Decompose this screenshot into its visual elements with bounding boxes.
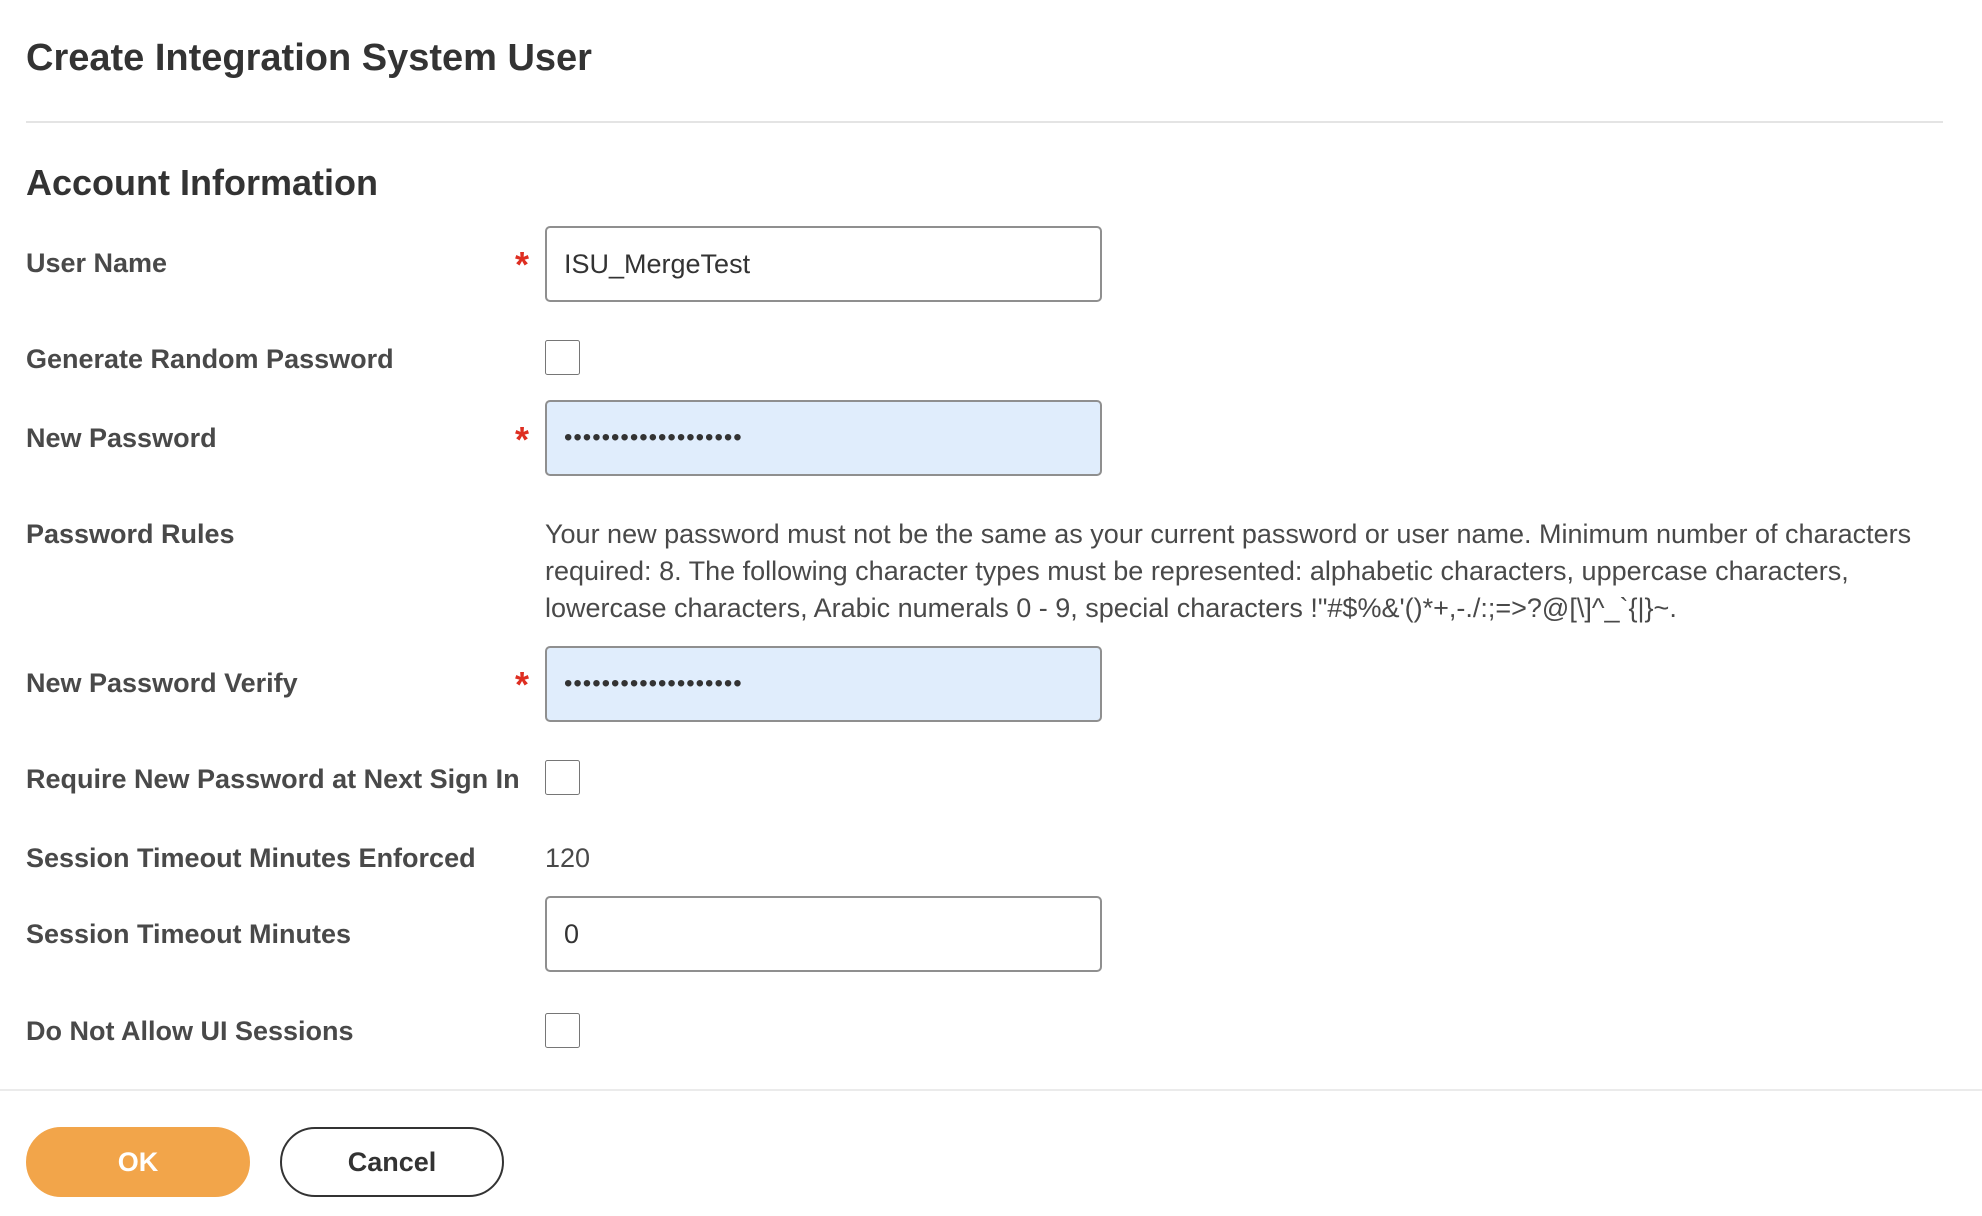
generate-random-password-label: Generate Random Password [26, 344, 394, 374]
require-new-password-label: Require New Password at Next Sign In [26, 764, 520, 794]
user-name-label: User Name [26, 248, 168, 278]
session-timeout-minutes-label: Session Timeout Minutes [26, 919, 352, 949]
new-password-required-mark: * [515, 419, 530, 460]
cancel-button[interactable]: Cancel [280, 1127, 504, 1197]
new-password-verify-label: New Password Verify [26, 668, 298, 698]
do-not-allow-ui-sessions-label: Do Not Allow UI Sessions [26, 1016, 354, 1046]
page-title: Create Integration System User [26, 37, 592, 79]
generate-random-password-checkbox[interactable] [545, 340, 580, 375]
do-not-allow-ui-sessions-checkbox[interactable] [545, 1013, 580, 1048]
user-name-input[interactable] [545, 226, 1102, 302]
title-divider [26, 121, 1943, 123]
session-timeout-minutes-input[interactable] [545, 896, 1102, 972]
password-rules-text: Your new password must not be the same as your current password or user name. Minimum number of characters required: 8. The following character types must be represented: alphabetic characters, uppercase characters, lowercase characters, Arabic numerals 0 - 9, special characters !"#$%&'()*+,-./:;=>?@[\]^_`{|}~. [545, 519, 1912, 623]
new-password-verify-required-mark: * [515, 664, 530, 705]
ok-button[interactable]: OK [26, 1127, 250, 1197]
new-password-input[interactable] [545, 400, 1102, 476]
session-timeout-enforced-label: Session Timeout Minutes Enforced [26, 843, 476, 873]
section-title: Account Information [26, 162, 378, 203]
new-password-verify-input[interactable] [545, 646, 1102, 722]
require-new-password-checkbox[interactable] [545, 760, 580, 795]
password-rules-label: Password Rules [26, 519, 235, 549]
footer-divider [0, 1089, 1982, 1091]
new-password-label: New Password [26, 423, 217, 453]
session-timeout-enforced-value: 120 [545, 843, 591, 873]
user-name-required-mark: * [515, 244, 530, 285]
